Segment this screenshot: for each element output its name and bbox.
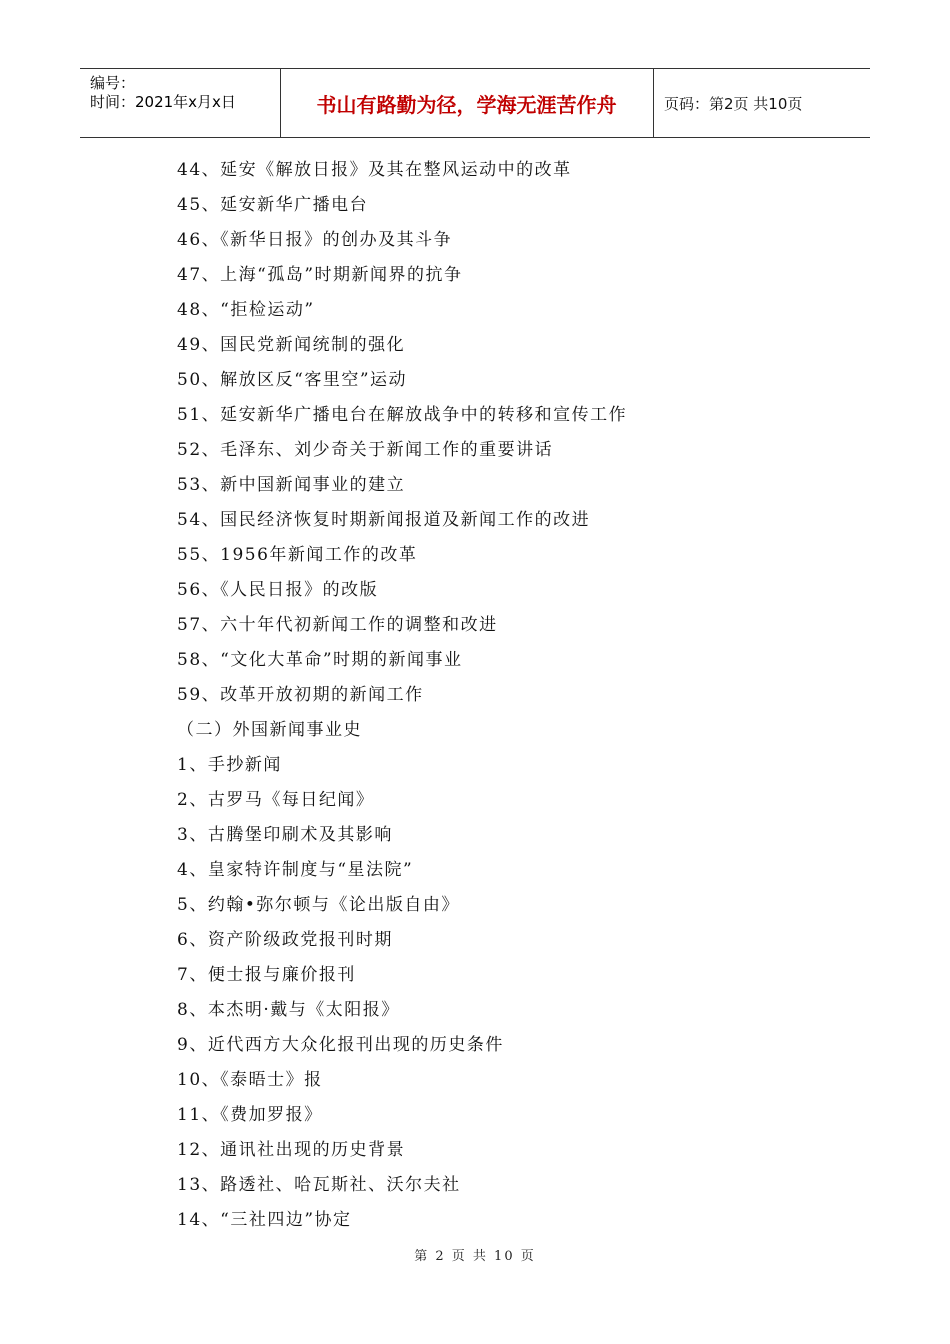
list-item: 2、古罗马《每日纪闻》: [177, 790, 375, 810]
list-item: 44、延安《解放日报》及其在整风运动中的改革: [177, 160, 572, 180]
list-item: 3、古腾堡印刷术及其影响: [177, 825, 393, 845]
list-item: 55、1956年新闻工作的改革: [177, 545, 418, 565]
page-header: [80, 68, 870, 138]
list-item: 46、《新华日报》的创办及其斗争: [177, 230, 453, 250]
list-item: 47、上海“孤岛”时期新闻界的抗争: [177, 265, 463, 285]
page-footer: 第 2 页 共 10 页: [414, 1249, 536, 1264]
header-motto-cell: [280, 69, 654, 137]
list-item: 58、“文化大革命”时期的新闻事业: [177, 650, 463, 670]
list-item: 52、毛泽东、刘少奇关于新闻工作的重要讲话: [177, 440, 554, 460]
motto-text: 书山有路勤为径，学海无涯苦作舟: [316, 92, 617, 117]
list-item: 51、延安新华广播电台在解放战争中的转移和宣传工作: [177, 405, 628, 425]
list-item: 9、近代西方大众化报刊出现的历史条件: [177, 1035, 504, 1055]
list-item: 12、通讯社出现的历史背景: [177, 1140, 406, 1160]
list-item: 57、六十年代初新闻工作的调整和改进: [177, 615, 498, 635]
list-item: 56、《人民日报》的改版: [177, 580, 379, 600]
list-item: 1、手抄新闻: [177, 755, 282, 775]
outline-list: [177, 153, 877, 1238]
list-item: 5、约翰•弥尔顿与《论出版自由》: [177, 895, 460, 915]
list-item: 14、“三社四边”协定: [177, 1210, 352, 1230]
time-label: 时间：2021年x月x日: [90, 93, 236, 111]
list-item: 4、皇家特许制度与“星法院”: [177, 860, 414, 880]
list-item: 45、延安新华广播电台: [177, 195, 369, 215]
list-item: 8、本杰明·戴与《太阳报》: [177, 1000, 400, 1020]
list-item: 10、《泰晤士》报: [177, 1070, 323, 1090]
header-info-cell: [80, 69, 281, 137]
list-item: 11、《费加罗报》: [177, 1105, 323, 1125]
section-heading: （二）外国新闻事业史: [177, 720, 362, 740]
list-item: 7、便士报与廉价报刊: [177, 965, 356, 985]
page-code: 页码：第2页 共10页: [664, 94, 803, 113]
list-item: 13、路透社、哈瓦斯社、沃尔夫社: [177, 1175, 461, 1195]
list-item: 59、改革开放初期的新闻工作: [177, 685, 424, 705]
list-item: 49、国民党新闻统制的强化: [177, 335, 406, 355]
list-item: 48、“拒检运动”: [177, 300, 315, 320]
list-item: 6、资产阶级政党报刊时期: [177, 930, 393, 950]
list-item: 50、解放区反“客里空”运动: [177, 370, 408, 390]
header-page-cell: [654, 69, 870, 137]
serial-label: 编号：: [90, 74, 136, 92]
list-item: 53、新中国新闻事业的建立: [177, 475, 406, 495]
list-item: 54、国民经济恢复时期新闻报道及新闻工作的改进: [177, 510, 591, 530]
